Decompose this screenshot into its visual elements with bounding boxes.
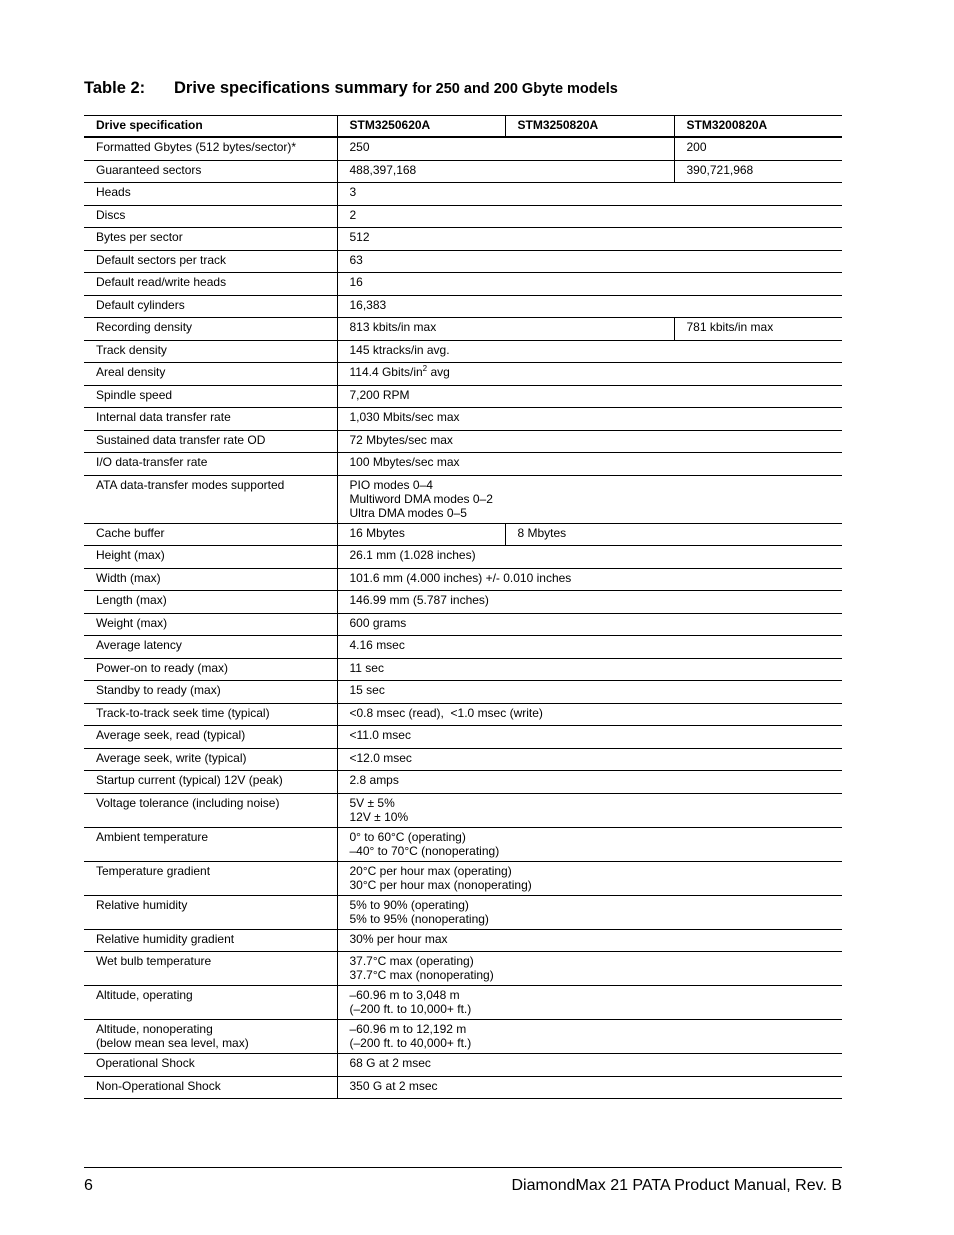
table-row — [84, 1076, 842, 1099]
row-label: Relative humidity gradient — [84, 929, 337, 952]
row-value: 2.8 amps — [337, 771, 842, 794]
table-row — [84, 636, 842, 659]
row-value: <11.0 msec — [337, 726, 842, 749]
row-value — [337, 363, 842, 386]
row-value: 813 kbits/in max — [337, 318, 674, 341]
row-value — [337, 475, 842, 523]
row-value: 600 grams — [337, 613, 842, 636]
row-label: Width (max) — [84, 568, 337, 591]
row-label: Wet bulb temperature — [84, 952, 337, 986]
value-line: 5% to 90% (operating) — [349, 897, 469, 912]
value-line: 37.7°C max (nonoperating) — [349, 968, 494, 982]
row-value: 15 sec — [337, 681, 842, 704]
row-value: 145 ktracks/in avg. — [337, 340, 842, 363]
row-value: 26.1 mm (1.028 inches) — [337, 546, 842, 569]
table-row — [84, 613, 842, 636]
row-value: 30% per hour max — [337, 929, 842, 952]
table-title-suffix: for 250 and 200 Gbyte models — [412, 81, 618, 97]
row-label: Default cylinders — [84, 295, 337, 318]
row-label: Startup current (typical) 12V (peak) — [84, 771, 337, 794]
value-line: 12V ± 10% — [349, 809, 409, 824]
row-label: Sustained data transfer rate OD — [84, 430, 337, 453]
table-row — [84, 681, 842, 704]
row-label: Ambient temperature — [84, 827, 337, 861]
table-row — [84, 1054, 842, 1077]
row-label: Height (max) — [84, 546, 337, 569]
value-line: –40° to 70°C (nonoperating) — [349, 843, 500, 858]
row-value — [337, 793, 842, 827]
row-value: 350 G at 2 msec — [337, 1076, 842, 1099]
row-label: Voltage tolerance (including noise) — [84, 793, 337, 827]
row-value: 4.16 msec — [337, 636, 842, 659]
value-line: –60.96 m to 12,192 m — [349, 1022, 467, 1036]
table-row — [84, 568, 842, 591]
row-value: 3 — [337, 183, 842, 206]
row-label: Non-Operational Shock — [84, 1076, 337, 1099]
row-value: 146.99 mm (5.787 inches) — [337, 591, 842, 614]
row-label: Relative humidity — [84, 895, 337, 929]
areal-density-suffix: avg — [427, 365, 450, 379]
row-value: 200 — [674, 137, 842, 160]
table-row — [84, 453, 842, 476]
table-row — [84, 986, 842, 1020]
row-label: Weight (max) — [84, 613, 337, 636]
row-value: 100 Mbytes/sec max — [337, 453, 842, 476]
table-row — [84, 1020, 842, 1054]
row-value: 2 — [337, 205, 842, 228]
header-drive-spec: Drive specification — [84, 116, 337, 138]
row-label: Default read/write heads — [84, 273, 337, 296]
row-label: Track-to-track seek time (typical) — [84, 703, 337, 726]
table-row — [84, 385, 842, 408]
table-row — [84, 827, 842, 861]
table-row — [84, 793, 842, 827]
row-label: Average seek, write (typical) — [84, 748, 337, 771]
table-row — [84, 591, 842, 614]
row-label: Discs — [84, 205, 337, 228]
row-label: Power-on to ready (max) — [84, 658, 337, 681]
row-value — [337, 1020, 842, 1054]
areal-density-value: 114.4 Gbits/in — [349, 365, 423, 379]
table-row — [84, 861, 842, 895]
table-row — [84, 363, 842, 386]
row-value: 390,721,968 — [674, 160, 842, 183]
row-label: Cache buffer — [84, 523, 337, 546]
value-line: Ultra DMA modes 0–5 — [349, 505, 467, 520]
table-row — [84, 295, 842, 318]
table-row — [84, 523, 842, 546]
row-value: 11 sec — [337, 658, 842, 681]
row-label: Default sectors per track — [84, 250, 337, 273]
row-value: 16,383 — [337, 295, 842, 318]
row-value: 488,397,168 — [337, 160, 674, 183]
table-row — [84, 137, 842, 160]
table-title: Drive specifications summary — [174, 79, 408, 97]
row-label: Areal density — [84, 363, 337, 386]
table-row — [84, 340, 842, 363]
table-caption — [84, 79, 844, 98]
header-stm3200820a: STM3200820A — [674, 116, 842, 138]
row-value: <12.0 msec — [337, 748, 842, 771]
table-row — [84, 228, 842, 251]
table-row — [84, 952, 842, 986]
table-row — [84, 771, 842, 794]
drive-spec-table — [84, 115, 842, 1099]
row-value — [337, 895, 842, 929]
row-label: Temperature gradient — [84, 861, 337, 895]
row-label: Bytes per sector — [84, 228, 337, 251]
row-label: ATA data-transfer modes supported — [84, 475, 337, 523]
table-row — [84, 430, 842, 453]
row-label: I/O data-transfer rate — [84, 453, 337, 476]
row-value: 1,030 Mbits/sec max — [337, 408, 842, 431]
row-value — [337, 952, 842, 986]
row-label: Average latency — [84, 636, 337, 659]
row-label: Track density — [84, 340, 337, 363]
table-row — [84, 658, 842, 681]
value-line: 5V ± 5% — [349, 795, 395, 810]
value-line: 30°C per hour max (nonoperating) — [349, 877, 532, 892]
label-line: Altitude, nonoperating — [96, 1022, 213, 1036]
value-line: Multiword DMA modes 0–2 — [349, 491, 493, 506]
table-row — [84, 273, 842, 296]
row-value: 250 — [337, 137, 674, 160]
table-row — [84, 183, 842, 206]
row-value: <0.8 msec (read), <1.0 msec (write) — [337, 703, 842, 726]
page-number: 6 — [84, 1177, 93, 1194]
value-line: –60.96 m to 3,048 m — [349, 988, 460, 1002]
row-value — [337, 827, 842, 861]
row-value: 781 kbits/in max — [674, 318, 842, 341]
table-header-row — [84, 116, 842, 138]
row-label: Guaranteed sectors — [84, 160, 337, 183]
row-label: Standby to ready (max) — [84, 681, 337, 704]
table-row — [84, 318, 842, 341]
row-label: Recording density — [84, 318, 337, 341]
table-row — [84, 250, 842, 273]
table-row — [84, 748, 842, 771]
table-number: Table 2: — [84, 79, 146, 97]
document-title: DiamondMax 21 PATA Product Manual, Rev. B — [511, 1177, 842, 1194]
value-line: 0° to 60°C (operating) — [349, 829, 466, 844]
row-value: 101.6 mm (4.000 inches) +/- 0.010 inches — [337, 568, 842, 591]
row-value: 512 — [337, 228, 842, 251]
superscript: 2 — [422, 364, 428, 373]
table-row — [84, 546, 842, 569]
table-row — [84, 895, 842, 929]
row-label: Spindle speed — [84, 385, 337, 408]
row-value: 16 Mbytes — [337, 523, 505, 546]
table-row — [84, 475, 842, 523]
value-line: 5% to 95% (nonoperating) — [349, 911, 489, 926]
header-stm3250820a: STM3250820A — [505, 116, 674, 138]
table-row — [84, 726, 842, 749]
row-value — [337, 986, 842, 1020]
footer-divider — [84, 1167, 842, 1168]
value-line: 37.7°C max (operating) — [349, 954, 474, 968]
row-value — [337, 861, 842, 895]
header-stm3250620a: STM3250620A — [337, 116, 505, 138]
value-line: 20°C per hour max (operating) — [349, 863, 512, 878]
row-value: 8 Mbytes — [505, 523, 842, 546]
row-value: 7,200 RPM — [337, 385, 842, 408]
table-row — [84, 929, 842, 952]
row-label — [84, 1020, 337, 1054]
row-label: Length (max) — [84, 591, 337, 614]
row-value: 72 Mbytes/sec max — [337, 430, 842, 453]
row-label: Heads — [84, 183, 337, 206]
row-value: 16 — [337, 273, 842, 296]
row-label: Internal data transfer rate — [84, 408, 337, 431]
table-row — [84, 160, 842, 183]
row-label: Operational Shock — [84, 1054, 337, 1077]
value-line: (–200 ft. to 40,000+ ft.) — [349, 1036, 472, 1050]
table-row — [84, 205, 842, 228]
value-line: (–200 ft. to 10,000+ ft.) — [349, 1002, 472, 1016]
row-label: Altitude, operating — [84, 986, 337, 1020]
row-value: 63 — [337, 250, 842, 273]
value-line: PIO modes 0–4 — [349, 477, 433, 492]
table-row — [84, 703, 842, 726]
table-row — [84, 408, 842, 431]
label-line: (below mean sea level, max) — [96, 1036, 249, 1050]
row-value: 68 G at 2 msec — [337, 1054, 842, 1077]
row-label: Formatted Gbytes (512 bytes/sector)* — [84, 137, 337, 160]
row-label: Average seek, read (typical) — [84, 726, 337, 749]
